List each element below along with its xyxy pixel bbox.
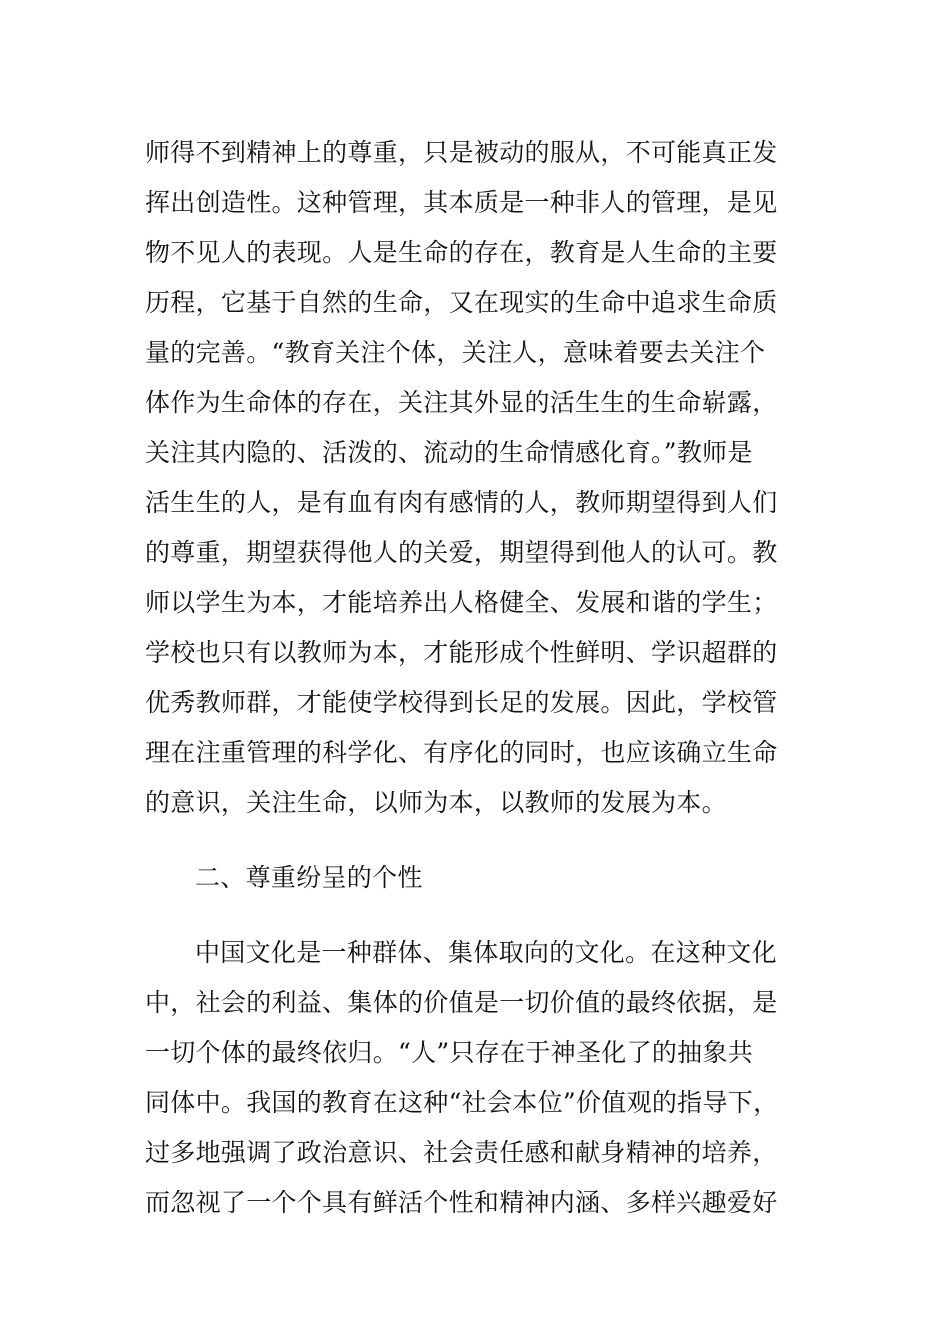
text-line: 师以学生为本，才能培养出人格健全、发展和谐的学生； (145, 588, 778, 617)
text-line: 而忽视了一个个具有鲜活个性和精神内涵、多样兴趣爱好 (145, 1188, 778, 1217)
paragraph-spacing (145, 903, 805, 928)
text-line: 挥出创造性。这种管理，其本质是一种非人的管理，是见 (145, 188, 778, 217)
text-line: 一切个体的最终依归。“人”只存在于神圣化了的抽象共 (145, 1038, 754, 1067)
document-body (145, 128, 805, 1228)
text-line: 活生生的人，是有血有肉有感情的人，教师期望得到人们 (145, 488, 778, 517)
text-line: 学校也只有以教师为本，才能形成个性鲜明、学识超群的 (145, 638, 778, 667)
text-line: 师得不到精神上的尊重，只是被动的服从，不可能真正发 (145, 138, 778, 167)
paragraph-1 (145, 128, 805, 828)
text-line: 物不见人的表现。人是生命的存在，教育是人生命的主要 (145, 238, 778, 267)
text-line: 理在注重管理的科学化、有序化的同时，也应该确立生命 (145, 738, 778, 767)
text-line: 的尊重，期望获得他人的关爱，期望得到他人的认可。教 (145, 538, 778, 567)
text-line: 中国文化是一种群体、集体取向的文化。在这种文化 (195, 938, 777, 967)
text-line: 量的完善。“教育关注个体，关注人，意味着要去关注个 (145, 338, 766, 367)
text-line: 的意识，关注生命，以师为本，以教师的发展为本。 (145, 788, 727, 817)
text-line: 同体中。我国的教育在这种“社会本位”价值观的指导下， (145, 1088, 779, 1117)
text-line: 优秀教师群，才能使学校得到长足的发展。因此，学校管 (145, 688, 778, 717)
text-line: 中，社会的利益、集体的价值是一切价值的最终依据，是 (145, 988, 778, 1017)
section-heading: 二、尊重纷呈的个性 (195, 863, 423, 892)
text-line: 历程，它基于自然的生命，又在现实的生命中追求生命质 (145, 288, 778, 317)
text-line: 关注其内隐的、活泼的、流动的生命情感化育。”教师是 (145, 438, 753, 467)
paragraph-2 (145, 928, 805, 1228)
text-line: 体作为生命体的存在，关注其外显的活生生的生命崭露， (145, 388, 778, 417)
text-line: 过多地强调了政治意识、社会责任感和献身精神的培养， (145, 1138, 778, 1167)
paragraph-spacing (145, 828, 805, 853)
